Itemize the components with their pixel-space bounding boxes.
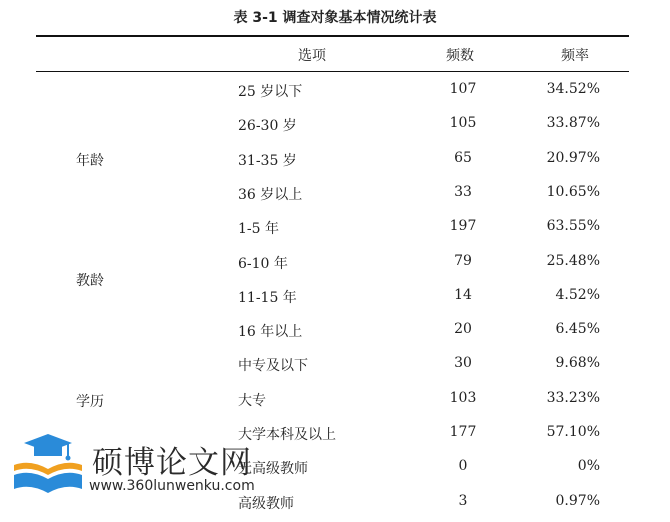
row-option: 6-10 年 (238, 256, 288, 272)
row-option: 大学本科及以上 (238, 427, 336, 443)
group-label-age: 年龄 (76, 153, 104, 169)
row-option: 大专 (238, 393, 266, 409)
row-count: 177 (449, 424, 477, 440)
graduation-book-icon (10, 431, 86, 501)
row-option: 16 年以上 (238, 324, 303, 340)
row-count: 3 (458, 493, 468, 509)
row-option: 31-35 岁 (238, 153, 297, 169)
row-count: 30 (454, 355, 472, 371)
header-count: 频数 (446, 48, 474, 64)
row-count: 105 (449, 115, 477, 131)
row-count: 0 (458, 458, 468, 474)
row-rate: 10.65% (546, 184, 600, 200)
row-rate: 0.97% (555, 493, 600, 509)
row-count: 107 (449, 81, 477, 97)
group-label-teaching-years: 教龄 (76, 273, 104, 289)
row-count: 197 (449, 218, 477, 234)
row-count: 20 (454, 321, 472, 337)
row-option: 36 岁以上 (238, 187, 303, 203)
row-rate: 25.48% (546, 253, 600, 269)
row-count: 14 (454, 287, 472, 303)
watermark-url: www.360lunwenku.com (89, 478, 255, 494)
row-count: 65 (454, 150, 472, 166)
row-rate: 63.55% (546, 218, 600, 234)
top-rule (36, 35, 629, 37)
table-title: 表 3-1 调查对象基本情况统计表 (233, 10, 437, 26)
row-option: 26-30 岁 (238, 118, 297, 134)
row-rate: 57.10% (546, 424, 600, 440)
row-rate: 33.23% (546, 390, 600, 406)
group-label-education: 学历 (76, 394, 104, 410)
row-option: 高级教师 (238, 496, 294, 512)
header-option: 选项 (298, 48, 326, 64)
watermark-site-name: 硕博论文网 (92, 445, 252, 481)
row-rate: 20.97% (546, 150, 600, 166)
row-rate: 34.52% (546, 81, 600, 97)
row-rate: 4.52% (555, 287, 600, 303)
row-option: 无高级教师 (238, 461, 308, 477)
header-rule (36, 71, 629, 72)
header-rate: 频率 (561, 48, 589, 64)
row-rate: 9.68% (555, 355, 600, 371)
row-option: 中专及以下 (238, 358, 308, 374)
row-rate: 6.45% (555, 321, 600, 337)
row-count: 103 (449, 390, 477, 406)
row-rate: 33.87% (546, 115, 600, 131)
row-option: 11-15 年 (238, 290, 297, 306)
row-count: 33 (454, 184, 472, 200)
row-option: 25 岁以下 (238, 84, 303, 100)
row-rate: 0% (577, 458, 600, 474)
row-count: 79 (454, 253, 472, 269)
row-option: 1-5 年 (238, 221, 279, 237)
